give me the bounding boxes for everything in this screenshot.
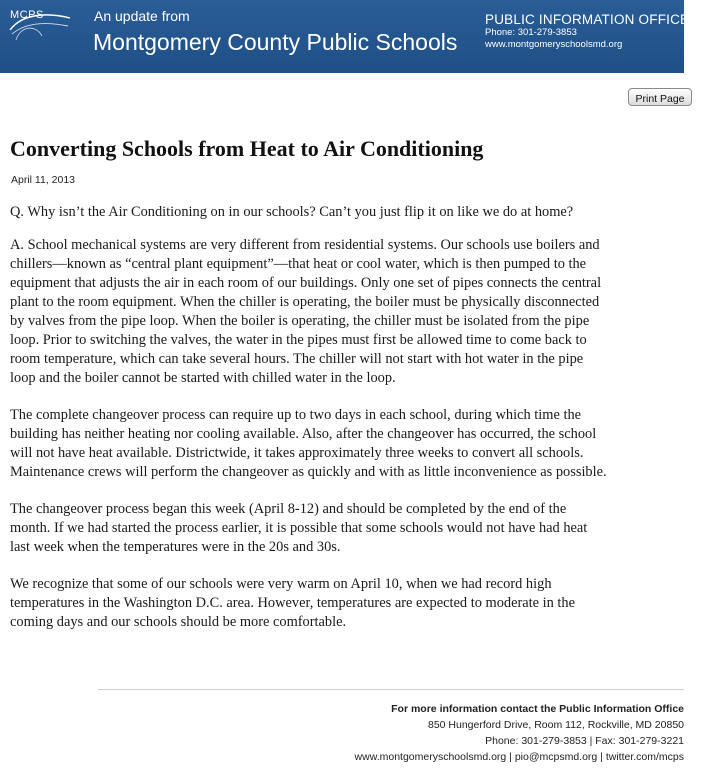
office-title: PUBLIC INFORMATION OFFICE	[485, 12, 690, 27]
article-title: Converting Schools from Heat to Air Conditioning	[10, 136, 484, 161]
office-phone: Phone: 301-279-3853	[485, 27, 577, 38]
schedule-paragraph: The changeover process began this week (April 8-12) and should be completed by the end of the month. If we had started the process earlier, it is possible that some schools would not have had heat last week when the temperatures were in the 20s and 30s.	[10, 501, 588, 555]
changeover-paragraph: The complete changeover process can require up to two days in each school, during which time the building has neither heating nor cooling available. Also, after the changeover has occurred, the school will not have heat available. Districtwide, it takes approximately three weeks to convert all schools. Maintenance crews will perform the changeover as quickly and with as little inconvenience as possible.	[10, 407, 607, 480]
update-from-label: An update from	[94, 8, 190, 24]
footer-divider	[98, 689, 684, 690]
article-date: April 11, 2013	[11, 174, 76, 186]
answer-paragraph: A. School mechanical systems are very different from residential systems. Our schools use boilers and chillers—known as “central plant equipment”—that heat or cool water, which is then pumped to the equipment that adjusts the air in each room of our buildings. Only one set of pipes connects the central plant to the room equipment. When the chiller is operating, the boiler must be physically disconnected by valves from the pipe loop. When the boiler is operating, the chiller must be isolated from the pipe loop. Prior to switching the valves, the water in the pipes must first be allowed time to come back to room temperature, which can take several hours. The chiller will not start with hot water in the pipe loop and the boiler cannot be started with chilled water in the loop.	[10, 237, 602, 386]
temperature-paragraph: We recognize that some of our schools were very warm on April 10, when we had record high temperatures in the Washington D.C. area. However, temperatures are expected to moderate in the coming days and our schools should be more comfortable.	[10, 576, 576, 630]
article-body	[10, 203, 710, 650]
office-url[interactable]: www.montgomeryschoolsmd.org	[485, 39, 623, 50]
footer-phone-fax: Phone: 301-279-3853 | Fax: 301-279-3221	[485, 735, 684, 747]
header-banner	[0, 0, 690, 73]
footer-address: 850 Hungerford Drive, Room 112, Rockville, MD 20850	[427, 719, 684, 731]
footer-heading: For more information contact the Public Information Office	[391, 703, 684, 715]
footer-links[interactable]: www.montgomeryschoolsmd.org | pio@mcpsmd.org | twitter.com/mcps	[354, 751, 684, 763]
print-page-button[interactable]: Print Page	[628, 88, 692, 106]
question-paragraph: Q. Why isn’t the Air Conditioning on in our schools? Can’t you just flip it on like we do at home?	[10, 204, 574, 220]
footer-contact	[355, 701, 684, 765]
logo-text: MCPS	[10, 9, 44, 21]
office-contact-block	[485, 12, 689, 51]
organization-name: Montgomery County Public Schools	[93, 29, 458, 55]
